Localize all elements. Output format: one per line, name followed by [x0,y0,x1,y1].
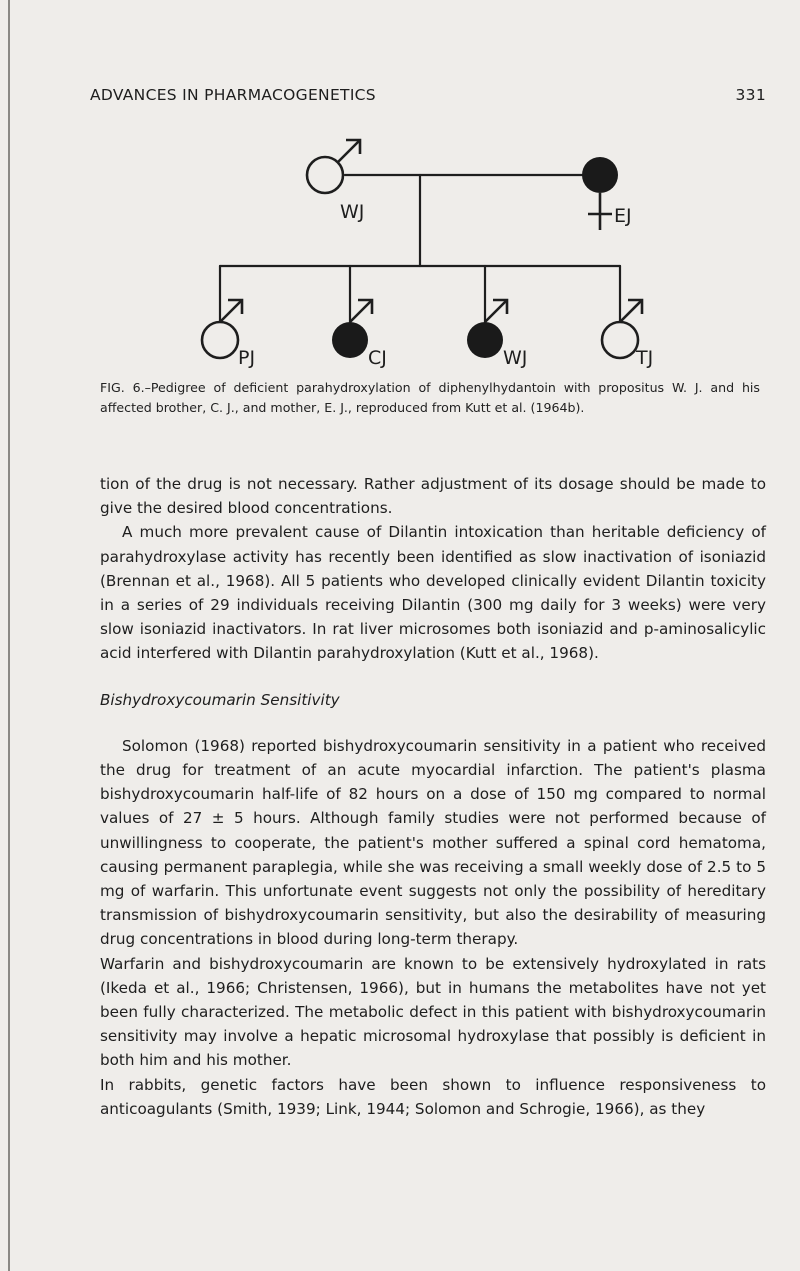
mother-label: EJ [614,205,632,227]
page-edge-rule [8,0,10,1271]
mother-female-symbol-affected [582,157,618,230]
paragraph-2: A much more prevalent cause of Dilantin intoxication than heritable deficiency of parahydroxylase activity has recently been identified as slow inactivation of isoniazid (Brennan et al., 1968). All 5 patients who developed clinically evident Dilantin toxicity in a series of 29 individuals receiving Dilantin (300 mg daily for 3 weeks) were very slow isoniazid inactivators. In rat liver microsomes both isoniazid and p-aminosalicylic acid interfered with Dilantin parahydroxylation (Kutt et al., 1968). [100,523,766,663]
running-head-title: ADVANCES IN PHARMACOGENETICS [90,86,376,104]
child2-male-symbol-affected [332,300,372,358]
paragraph-3: Solomon (1968) reported bishydroxycoumarin sensitivity in a patient who received the drug for treatment of an acute myocardial infarction. The patient's plasma bishydroxycoumarin half-life of 82 hours on a dose of 150 mg compared to normal values of 27 ± 5 hours. Although family studies were not performed because of unwillingness to cooperate, the patient's mother suffered a spinal cord hematoma, causing permanent paraplegia, while she was receiving a small weekly dose of 2.5 to 5 mg of warfarin. This unfortunate event suggests not only the possibility of hereditary transmission of bishydroxycoumarin sensitivity, but also the desirability of measuring drug concentrations in blood during long-term therapy. [100,736,766,949]
child3-male-symbol-affected [467,300,507,358]
running-head [90,86,766,104]
father-label: WJ [340,201,365,223]
paragraph-4: Warfarin and bishydroxycoumarin are known to be extensively hydroxylated in rats (Ikeda et al., 1966; Christensen, 1966), but in humans the metabolites have not yet been fully characterized. The metabolic defect in this patient with bishydroxycoumarin sensitivity may involve a hepatic microsomal hydroxylase that possibly is deficient in both him and his mother. [100,954,766,1070]
child3-label: WJ [503,347,528,369]
section-heading: Bishydroxycoumarin Sensitivity [100,690,340,709]
body-text [100,472,766,1121]
figure-caption: FIG. 6.–Pedigree of deficient parahydroxylation of diphenylhydantoin with propositus W. J. and his affected brother, C. J., and mother, E. J., reproduced from Kutt et al. (1964b). [100,380,760,415]
child1-label: PJ [238,347,256,369]
child1-male-symbol [202,300,242,358]
pedigree-figure [190,130,660,375]
paragraph-1: tion of the drug is not necessary. Rather adjustment of its dosage should be made to give the desired blood concentrations. [100,475,766,518]
father-male-symbol [307,140,360,193]
paragraph-5: In rabbits, genetic factors have been shown to influence responsiveness to anticoagulants (Smith, 1939; Link, 1944; Solomon and Schrogie, 1966), as they [100,1075,766,1118]
child4-label: TJ [636,347,654,369]
page-number: 331 [735,86,766,104]
child2-label: CJ [368,347,387,369]
